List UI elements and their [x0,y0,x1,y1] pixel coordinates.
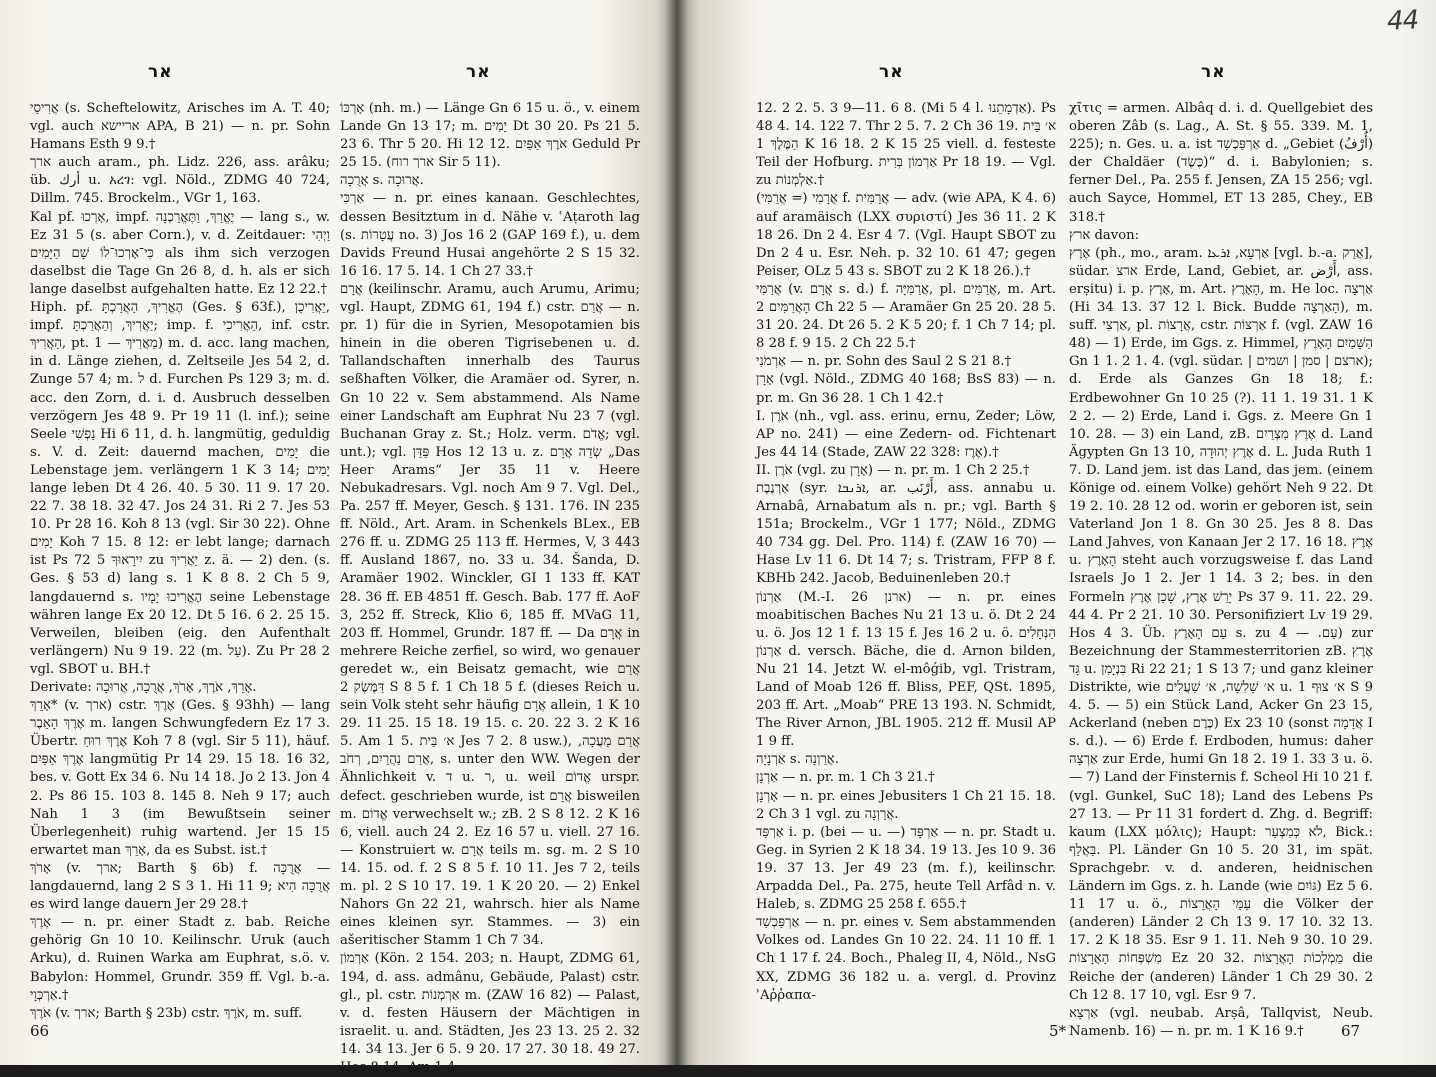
handwritten-page-note: 44 [1386,5,1419,37]
right-page-number: 67 [1341,1022,1361,1040]
left-page [0,0,676,1075]
right-page [676,0,1436,1065]
right-page-header-left: אר [879,62,904,82]
right-page-column-right: χῖτις = armen. Albâq d. i. d. Quellgebiet des oberen Zâb (s. Lag., A. St. § 55. 339. M. 1, 225); n. Ges. u. a. ist אַרְפַּכְשַׁד d. „Gebiet (أُرْفُ) der Chaldäer (כֶּשֶׂד)“ d. i. Babylonien; s. ferner Del., Pa. 255 f. Jensen, ZA 15 256; vgl. auch Sayce, Hommel, ET 13 285, Chey., EB 318.† ארץ davon: אֶרֶץ (ph., mo., aram. אַרְעָא, ܐܪܥܐ [vgl. b.-a. אֲרַק], südar. ארצ Erde, Land, Gebiet, ar. أَرْض, ass. erṣitu) i. p. אָרֶץ, m. Art. הָאָרֶץ, m. He loc. אַרְצָה (Hi 34 13. 37 12 l. Bick. Budde הָאַרְצָה), m. suff. אַרְצִי, pl. אֲרָצוֹת, cstr. אַרְצוֹת f. (vgl. ZAW 16 48) — 1) Erde, im Ggs. z. Himmel, הַשָּׁמַיִם הָאָרֶץ Gn 1 1. 2 1. 4. (vgl. südar. | ארצם | סמן | ושמים); d. Erde als Ganzes Gn 18 18; f.: Erdbewohner Gn 10 25 (?). 11 1. 19 31. 1 K 2 2. — 2) Erde, Land i. Ggs. z. Meere Gn 1 10. 28. — 3) ein Land, zB. אֶרֶץ מִצְרַיִם d. Land Ägypten Gn 13 10, אֶרֶץ יְהוּדָה d. L. Juda Ruth 1 7. D. Land jem. ist das Land, das jem. (einem Könige od. einem Volke) gehört Neh 9 22. Dt 19 2. 10. 28 12 od. worin er geboren ist, sein Vaterland Jon 1 8. Gn 30 25. Jes 8 8. Das Land Jahves, von Kanaan Jer 2 17. 16 18. אֶרֶץ u. הָאָרֶץ steht auch vorzugsweise f. das Land Israels Jo 1 2. Jer 1 14. 3 2; bes. in den Formeln יָרַשׁ אֶרֶץ, שָׁכַן אֶרֶץ Ps 37 9. 11. 22. 29. 44 4. Pr 2 21. 10 30. Personifiziert Lv 19 29. Hos 4 3. Üb. עַם הָאָרֶץ s. zu עַם. — 4) zur Bezeichnung der Stammesterritorien zB. אֶרֶץ גָּד u. בִּנְיָמִן Ri 22 21; 1 S 13 7; und ganz kleiner Distrikte, wie א׳ שָׁלִשָׁה, א׳ שַׁעֲלִים u. א׳ צוּף 1 S 9 4. 5. — 5) ein Stück Land, Acker Gn 23 15, Ackerland (neben כֶּרֶם) Ex 23 10 (sonst אֲדָמָה I s. d.). — 6) Erde f. Erdboden, humus: daher אַרְצָה zur Erde, humi Gn 18 2. 19 1. 33 3 u. ö. — 7) Land der Finsternis f. Scheol Hi 10 21 f. (vgl. Gunkel, SuC 18); Land des Lebens Ps 27 13. — Pr 11 31 fordert d. Zhg. d. Begriff: kaum (LXX μόλις); Haupt: לֹא כְּמִצְעַר, Bick.: בַּאֲלֵף. Pl. Länder Gn 10 5. 20 31, im spät. Sprachgebr. v. d. anderen, heidnischen Ländern im Ggs. z. h. Lande (wie גּוֹיִם) Ez 5 6. 11 17 u. ö., עַמֵּי הָאֲרָצוֹת die Völker der (anderen) Länder 2 Ch 13 9. 17 10. 32 13. 17. 2 K 18 35. Esr 9 1. 11. Neh 9 30. 10 29. מִשְׁפְּחוֹת הָאֲרָצוֹת Ez 20 32. מַמְלְכוֹת הָאֲרָצוֹת die Reiche der (anderen) Länder 1 Ch 29 30. 2 Ch 12 8. 17 10, vgl. Esr 9 7. אַרְצָא (vgl. neubab. Arṣâ, Tallqvist, Neub. Namenb. 16) — n. pr. m. 1 K 16 9.† [1069,101,1374,1039]
left-page-header-right: אר [466,62,491,82]
left-page-header-left: אר [148,62,173,82]
left-page-column-left: אֲרִיסַי (s. Scheftelowitz, Arisches im A. T. 40; vgl. auch אריישא APA, B 21) — n. pr. Sohn Hamans Esth 9 9.† ארך auch aram., ph. Lidz. 226, ass. arâku; üb. أرك u. አረገ: vgl. Nöld., ZDMG 40 724, Dillm. 745. Brockelm., VGr 1, 163. Kal pf. אָרְכוּ, impf. יֶאֱרַךְ, וַתֶּאֱרַכְנָה — lang s., w. Ez 31 5 (s. aber Corn.), v. d. Zeitdauer: וַיְהִי כִּי־אָרְכוּ־לוֹ שָׁם הַיָּמִים als ihm sich verzogen daselbst die Tage Gn 26 8, d. h. als er sich lange daselbst aufgehalten hatte. Ez 12 22.† Hiph. pf. הֶאֱרִיךְ, הַאֲרַכְתָּ (Ges. § 63f.), יַאֲרִיכֻן, impf. יַאֲרִיךְ, וְהַאֲרַכְתָּ; imp. f. הַאֲרִיכִי, inf. cstr. הַאֲרִיךְ, pt. מַאֲרִיךְ — 1) m. d. acc. lang machen, in d. Länge ziehen, d. Zeltseile Jes 54 2, d. Zunge 57 4; m. ל d. Furchen Ps 129 3; m. d. acc. den Zorn, d. i. d. Ausbruch desselben verzögern Jes 48 9. Pr 19 11 (l. inf.); seine Seele נַפְשִׁי Hi 6 11, d. h. langmütig, geduldig s. V. d. Zeit: dauernd machen, יָמִים die Lebenstage jem. verlängern 1 K 3 14; יָמִים lange leben Dt 4 26. 40. 5 30. 11 9. 17 20. 22 7. 38 18. 32 47. Jos 24 31. Ri 2 7. Jes 53 10. Pr 28 16. Koh 8 13 (vgl. Sir 30 22). Ohne יָמִים Koh 7 15. 8 12: er lebt lange; darnach ist Ps 72 5 יִירָאוּךָ zu יַאֲרִיךְ z. ä. — 2) den. (s. Ges. § 53 d) lang s. 1 K 8 8. 2 Ch 5 9, langdauernd s. הֶאֱרִיכוּ יָמָיו seine Lebenstage währen lange Ex 20 12. Dt 5 16. 6 2. 25 15. Verweilen, bleiben (eig. den Aufenthalt verlängern) Nu 9 19. 22 (m. עַל). Zu Pr 28 2 vgl. SBOT u. BH.† Derivate: אָרֵךְ, אֹרֶךְ, אָרֹךְ, אֲרֻכָה, אֲרוּכָה. אָרֵךְ* (v. ארך) cstr. אֶרֶךְ (Ges. § 93hh) — lang אֶרֶךְ הָאֵבֶר m. langen Schwungfedern Ez 17 3. Übertr. אֶרֶךְ רוּחַ Koh 7 8 (vgl. Sir 5 11), häuf. אֶרֶךְ אַפַּיִם langmütig Pr 14 29. 15 18. 16 32, bes. v. Gott Ex 34 6. Nu 14 18. Jo 2 13. Jon 4 2. Ps 86 15. 103 8. 145 8. Neh 9 17; auch Nah 1 3 (im Bewußtsein seiner Überlegenheit) ruhig wartend. Jer 15 15 erwartet man אָרֵךְ, da es Subst. ist.† אָרֹךְ (v. ארך; Barth § 6b) f. אֲרֻכָּה — langdauernd, lang 2 S 3 1. Hi 11 9; אֲרֻכָּה הִיא es wird lange dauern Jer 29 28.† אֶרֶךְ — n. pr. einer Stadt z. bab. Reiche gehörig Gn 10 10. Keilinschr. Uruk (auch Arku), d. Ruinen Warka am Euphrat, s.ö. v. Babylon: Hommel, Grundr. 359 ff. Vgl. b.-a. אַרְכְּוָי.† אֹרֶךְ (v. ארך; Barth § 23b) cstr. אֹרֶךְ, m. suff. [30,101,331,1021]
left-page-number: 66 [30,1022,50,1040]
right-page-signature-mark: 5* [1049,1022,1067,1040]
left-page-column-right: אָרְכּוֹ (nh. m.) — Länge Gn 6 15 u. ö., v. einem Lande Gn 13 17; m. יָמִים Dt 30 20. Ps 21 5. 23 6. Thr 5 20. Hi 12 12. אֹרֶךְ אַפַּיִם Geduld Pr 25 15. (ארך רוח Sir 5 11). אֲרֻכָה s. אֲרוּכָה. אַרְכִּי — n. pr. eines kanaan. Geschlechtes, dessen Besitztum in d. Nähe v. ʿAṭaroth lag (s. עֲטָרוֹת no. 3) Jos 16 2 (GAP 169 f.), u. dem Davids Freund Husai angehörte 2 S 15 32. 16 16. 17 5. 14. 1 Ch 27 33.† אֲרָם (keilinschr. Aramu, auch Arumu, Arimu; vgl. Haupt, ZDMG 61, 194 f.) cstr. אֲרַם — n. pr. 1) für die in Syrien, Mesopotamien bis hinein in die oberen Tigrisebenen u. d. Tallandschaften innerhalb des Taurus seßhaften Völker, die Aramäer od. Syrer, n. Gn 10 22 v. Sem abstammend. Als Name einer Landschaft am Euphrat Nu 23 7 (vgl. Buchanan Gray z. St.; Holz. verm. אֱדֹם; vgl. unt.); vgl. פַּדַּן Hos 12 13 u. z. שְׂדֵה אֲרָם „Das Heer Arams“ Jer 35 11 v. Heere Nebukadresars. Vgl. noch Am 9 7. Vgl. Del., Pa. 257 ff. Meyer, Gesch. § 131. 176. IN 235 ff. Nöld., Art. Aram. in Schenkels BLex., EB 276 ff. u. ZDMG 25 113 ff. Hermes, V, 3 443 ff. Ausland 1867, no. 33 u. 34. Šanda, D. Aramäer 1902. Winckler, GI 1 133 ff. KAT 28. 36 ff. EB 4851 ff. Gesch. Bab. 177 ff. AoF 3, 252 ff. Streck, Klio 6, 185 ff. MVaG 11, 203 ff. Hommel, Grundr. 187 ff. — Da אֲרָם in mehrere Reiche zerfiel, so wird, wo genauer geredet w., ein Beisatz gemacht, wie אֲרַם דַּמֶּשֶׂק 2 S 8 5 f. 1 Ch 18 5 f. (dieses Reich u. sein Volk steht sehr häufig אֲרָם allein, 1 K 10 29. 11 25. 15 18. 19 15. c. 20. 22 3. 2 K 16 5. Am 1 5. א׳ בֵּית Jes 7 2. 8 usw.), אֲרַם מַעֲכָה, אֲרַם נַהֲרַיִם, רְחֹב, s. unter den WW. Wegen der Ähnlichkeit v. ד u. ר, u. weil אֱדוֹם urspr. defect. geschrieben wurde, ist אֲרָם bisweilen m. אֱדוֹם verwechselt w.; zB. 2 S 8 12. 2 K 16 6, viell. auch 24 2. Ez 16 57 u. viell. 27 16. — Konstruiert w. אֲרָם teils m. sg. m. 2 S 10 14. 15. od. f. 2 S 8 5 f. 10 11. Jes 7 2, teils m. pl. 2 S 10 17. 19. 1 K 20 20. — 2) Enkel Nahors Gn 22 21, wahrsch. hier als Name eines kleinen syr. Stammes. — 3) ein ašeritischer Stamm 1 Ch 7 34. אַרְמוֹן (Kön. 2 154. 203; n. Haupt, ZDMG 61, 194, d. ass. admânu, Gebäude, Palast) cstr. gl., pl. cstr. אַרְמְנוֹת m. (ZAW 16 82) — Palast, v. d. festen Häusern der Mächtigen in israelit. u. and. Städten, Jes 23 13. 25 2. 32 14. 34 13. Jer 6 5. 9 20. 17 27. 30 18. 49 27. Hos 8 14. Am 1 4. [340,101,641,1075]
right-page-header-right: אר [1201,62,1226,82]
right-page-column-left: 12. 2 2. 5. 3 9—11. 6 8. (Mi 5 4 l. אַדְמָתֵנוּ). Ps 48 4. 14. 122 7. Thr 2 5. 7. 2 Ch 36 19. א׳ בֵּית הַמֶּלֶךְ 1 K 16 18. 2 K 15 25 viell. d. festeste Teil der Hofburg. אַרְמוֹן בְּרִית Pr 18 19. — Vgl. zu אַלְמְנוֹת.† אֲרָמִי (= אֲרַמִּי) f. אֲרַמִּית — adv. (wie APA, K 4. 6) auf aramäisch (LXX συριστί) Jes 36 11. 2 K 18 26. Dn 2 4. Esr 4 7. (Vgl. Haupt SBOT zu Dn 2 4 u. Esr. Neh. p. 32 10. 61 47; gegen Peiser, OLz 5 43 s. SBOT zu 2 K 18 26.).† אֲרַמִּי (v. אֲרָם s. d.) f. אֲרַמִּיָּה, pl. אֲרַמִּים, m. Art. הָאֲרַמִּים 2 Ch 22 5 — Aramäer Gn 25 20. 28 5. 31 20. 24. Dt 26 5. 2 K 5 20; f. 1 Ch 7 14; pl. 8 28 f. 9 15. 2 Ch 22 5.† אַרְמֹנִי — n. pr. Sohn des Saul 2 S 21 8.† אָרָן (vgl. Nöld., ZDMG 40 168; BsS 83) — n. pr. m. Gn 36 28. 1 Ch 1 42.† I. אֹרֶן (nh., vgl. ass. erinu, ernu, Zeder; Löw, AP no. 241) — eine Zedern- od. Fichtenart Jes 44 14 (Stade, ZAW 22 328: אֶרֶז).† II. אֹרֶן (vgl. zu אָרָן) — n. pr. m. 1 Ch 2 25.† אַרְנֶבֶת (syr. ܐܪܢܒܐ, ar. أَرْنَب, ass. annabu u. Arnabâ, Arnabatum als n. pr.; vgl. Barth § 151a; Brockelm., VGr 1 177; Nöld., ZDMG 40 734 gg. Del. Pro. 114) f. (ZAW 16 70) — Hase Lv 11 6. Dt 14 7; s. Tristram, FFP 8 f. KBHb 242. Jacob, Beduinenleben 20.† אַרְנוֹן (M.-I. 26 ארנן) — n. pr. eines moabitischen Baches Nu 21 13 u. ö. Dt 2 24 u. ö. Jos 12 1 f. 13 15 f. Jes 16 2 u. ö. הַנְּחָלִים אַרְנוֹן d. versch. Bäche, die d. Arnon bilden, Nu 21 14. Jetzt W. el-môǵib, vgl. Tristram, Land of Moab 126 ff. Bliss, PEF, QSt. 1895, 203 ff. Art. „Moab“ PRE 13 193. N. Schmidt, The River Arnon, JBL 1905. 212 ff. Musil AP 1 9 ff. אַרְנָיָה s. אֲרַוְנָה. אַרְנָן — n. pr. m. 1 Ch 3 21.† אָרְנָן — n. pr. eines Jebusiters 1 Ch 21 15. 18. 2 Ch 3 1 vgl. zu אֲרַוְנָה. אַרְפַּד i. p. (bei — u. —) אַרְפָּד — n. pr. Stadt u. Geg. in Syrien 2 K 18 34. 19 13. Jes 10 9. 36 19. 37 13. Jer 49 23 (m. f.), keilinschr. Arpadda Del., Pa. 275, heute Tell Arfâd n. v. Haleb, s. ZDMG 25 258 f. 655.† אַרְפַּכְשַׁד — n. pr. eines v. Sem abstammenden Volkes od. Landes Gn 10 22. 24. 11 10 ff. 1 Ch 1 17 f. 24. Boch., Phaleg II, 4, Nöld., NsG XX, ZDMG 36 182 u. a. vergl. d. Provinz ʾΑῤῥαπα- [756,101,1057,1003]
